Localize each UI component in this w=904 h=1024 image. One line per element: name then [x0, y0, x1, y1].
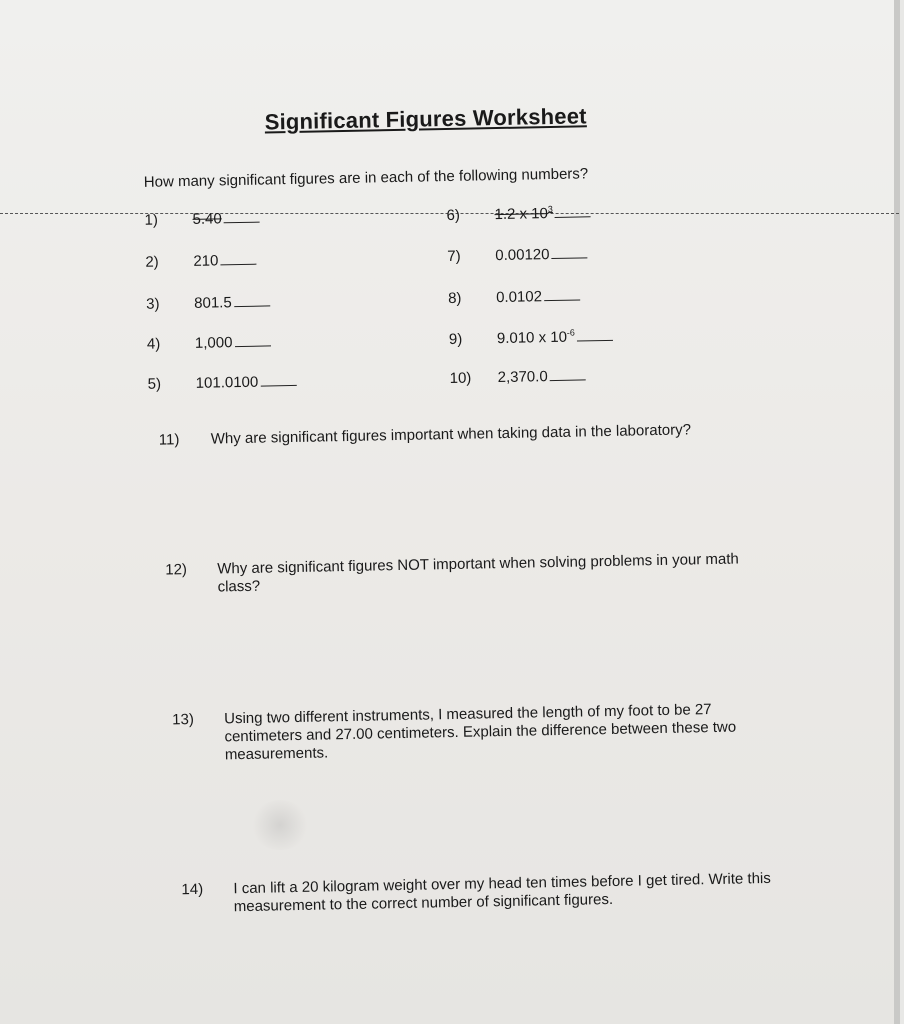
answer-blank[interactable]	[550, 367, 586, 381]
answer-blank[interactable]	[544, 287, 580, 301]
problem-3	[146, 293, 270, 312]
problem-number: 10)	[449, 369, 472, 387]
problem-5	[148, 373, 297, 393]
problem-number: 7)	[447, 247, 461, 266]
problem-value: 0.00120	[495, 246, 550, 265]
question-text: Why are significant figures important when taking data in the laboratory?	[210, 421, 692, 448]
answer-blank[interactable]	[551, 245, 587, 259]
question-number: 11)	[158, 431, 180, 449]
problem-7	[447, 245, 588, 265]
question-number: 14)	[181, 880, 204, 899]
answer-blank[interactable]	[555, 204, 591, 218]
question-text: Why are significant figures NOT important when solving problems in your math class?	[217, 550, 739, 596]
problem-value: 1,000	[194, 334, 233, 352]
problem-number: 6)	[446, 206, 461, 225]
problem-value: 101.0100	[195, 373, 259, 392]
problem-value: 210	[193, 252, 219, 270]
problem-number: 4)	[146, 335, 161, 353]
problem-value: 801.5	[194, 294, 232, 312]
problem-value: 0.0102	[495, 288, 543, 307]
answer-blank[interactable]	[234, 293, 270, 307]
problem-number: 1)	[144, 211, 159, 229]
problem-value: 2,370.0	[497, 368, 548, 387]
problem-number: 8)	[447, 289, 462, 307]
problem-exponent: 3	[547, 203, 553, 215]
problem-number: 9)	[448, 330, 463, 348]
problem-value: 5.40	[192, 210, 222, 228]
problem-6	[446, 203, 591, 224]
problem-8	[448, 287, 580, 307]
answer-blank[interactable]	[220, 252, 256, 266]
problem-value: 9.010 x 10	[496, 328, 568, 348]
answer-blank[interactable]	[234, 333, 270, 347]
answer-blank[interactable]	[260, 373, 296, 387]
problem-value: 1.2 x 10	[494, 205, 549, 224]
problem-number: 2)	[145, 253, 159, 271]
problem-2	[145, 252, 256, 271]
problem-9	[449, 327, 613, 348]
question-number: 13)	[172, 710, 195, 729]
problem-1	[144, 210, 260, 229]
question-text: I can lift a 20 kilogram weight over my head ten times before I get tired. Write this measurement to the correct number of significant figures.	[233, 869, 771, 916]
problem-10	[450, 367, 586, 387]
problem-exponent: -6	[566, 327, 575, 338]
instructions: How many significant figures are in each of the following numbers?	[143, 165, 589, 191]
question-number: 12)	[165, 561, 188, 579]
worksheet-title: Significant Figures Worksheet	[264, 103, 587, 135]
question-text: Using two different instruments, I measured the length of my foot to be 27 centimeters and 27.00 centimeters. Explain the difference between these two measurements.	[223, 701, 737, 764]
problem-4	[147, 333, 271, 352]
answer-blank[interactable]	[577, 328, 613, 342]
problem-number: 3)	[146, 295, 160, 313]
answer-blank[interactable]	[224, 210, 260, 224]
problem-number: 5)	[147, 375, 162, 393]
